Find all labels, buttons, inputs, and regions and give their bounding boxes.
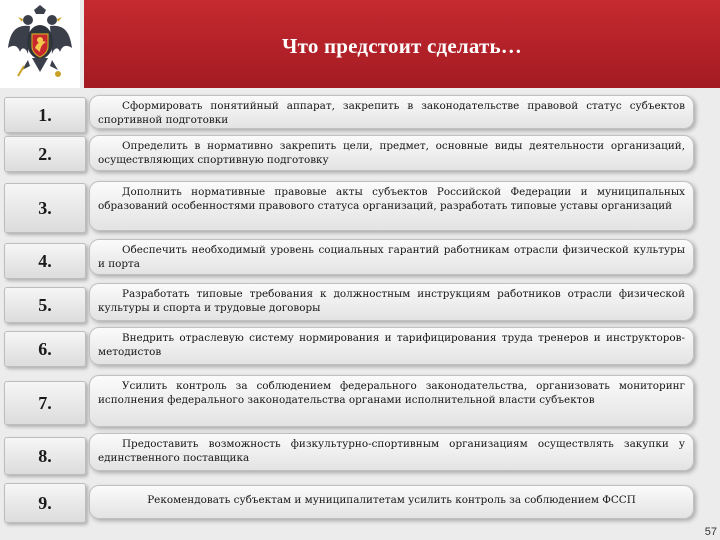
item-number: 1. [4,97,86,133]
item-text: Предоставить возможность физкультурно-спортивным организациям осуществлять закупки у единственного поставщика [89,433,694,471]
title-banner [84,0,720,88]
item-text: Усилить контроль за соблюдением федерального законодательства, организовать мониторинг исполнения федерального законодательства органами исполнительной власти субъектов [89,375,694,427]
emblem [0,0,80,88]
page-title: Что предстоит сделать… [282,34,522,58]
item-text: Дополнить нормативные правовые акты субъектов Российской Федерации и муниципальных образований особенностями правового статуса организаций, разработать типовые уставы организаций [89,181,694,231]
item-number: 3. [4,183,86,233]
item-text: Обеспечить необходимый уровень социальных гарантий работникам отрасли физической культуры и порта [89,239,694,275]
item-text: Рекомендовать субъектам и муниципалитетам усилить контроль за соблюдением ФССП [89,485,694,519]
item-number: 9. [4,483,86,523]
item-number: 2. [4,136,86,172]
slide-number: 57 [704,526,717,538]
item-number: 6. [4,331,86,367]
item-number: 4. [4,243,86,279]
item-text: Внедрить отраслевую систему нормирования и тарифицирования труда тренеров и инструкторов-методистов [89,327,694,365]
double-headed-eagle-emblem-icon [6,4,74,84]
item-text: Определить в нормативно закрепить цели, предмет, основные виды деятельности организаций, осуществляющих спортивную подготовку [89,135,694,171]
item-number: 5. [4,287,86,323]
item-text: Разработать типовые требования к должностным инструкциям работников отрасли физической культуры и спорта и трудовые договоры [89,283,694,321]
item-text: Сформировать понятийный аппарат, закрепить в законодательстве правовой статус субъектов спортивной подготовки [89,95,694,129]
item-number: 7. [4,381,86,425]
item-number: 8. [4,437,86,475]
